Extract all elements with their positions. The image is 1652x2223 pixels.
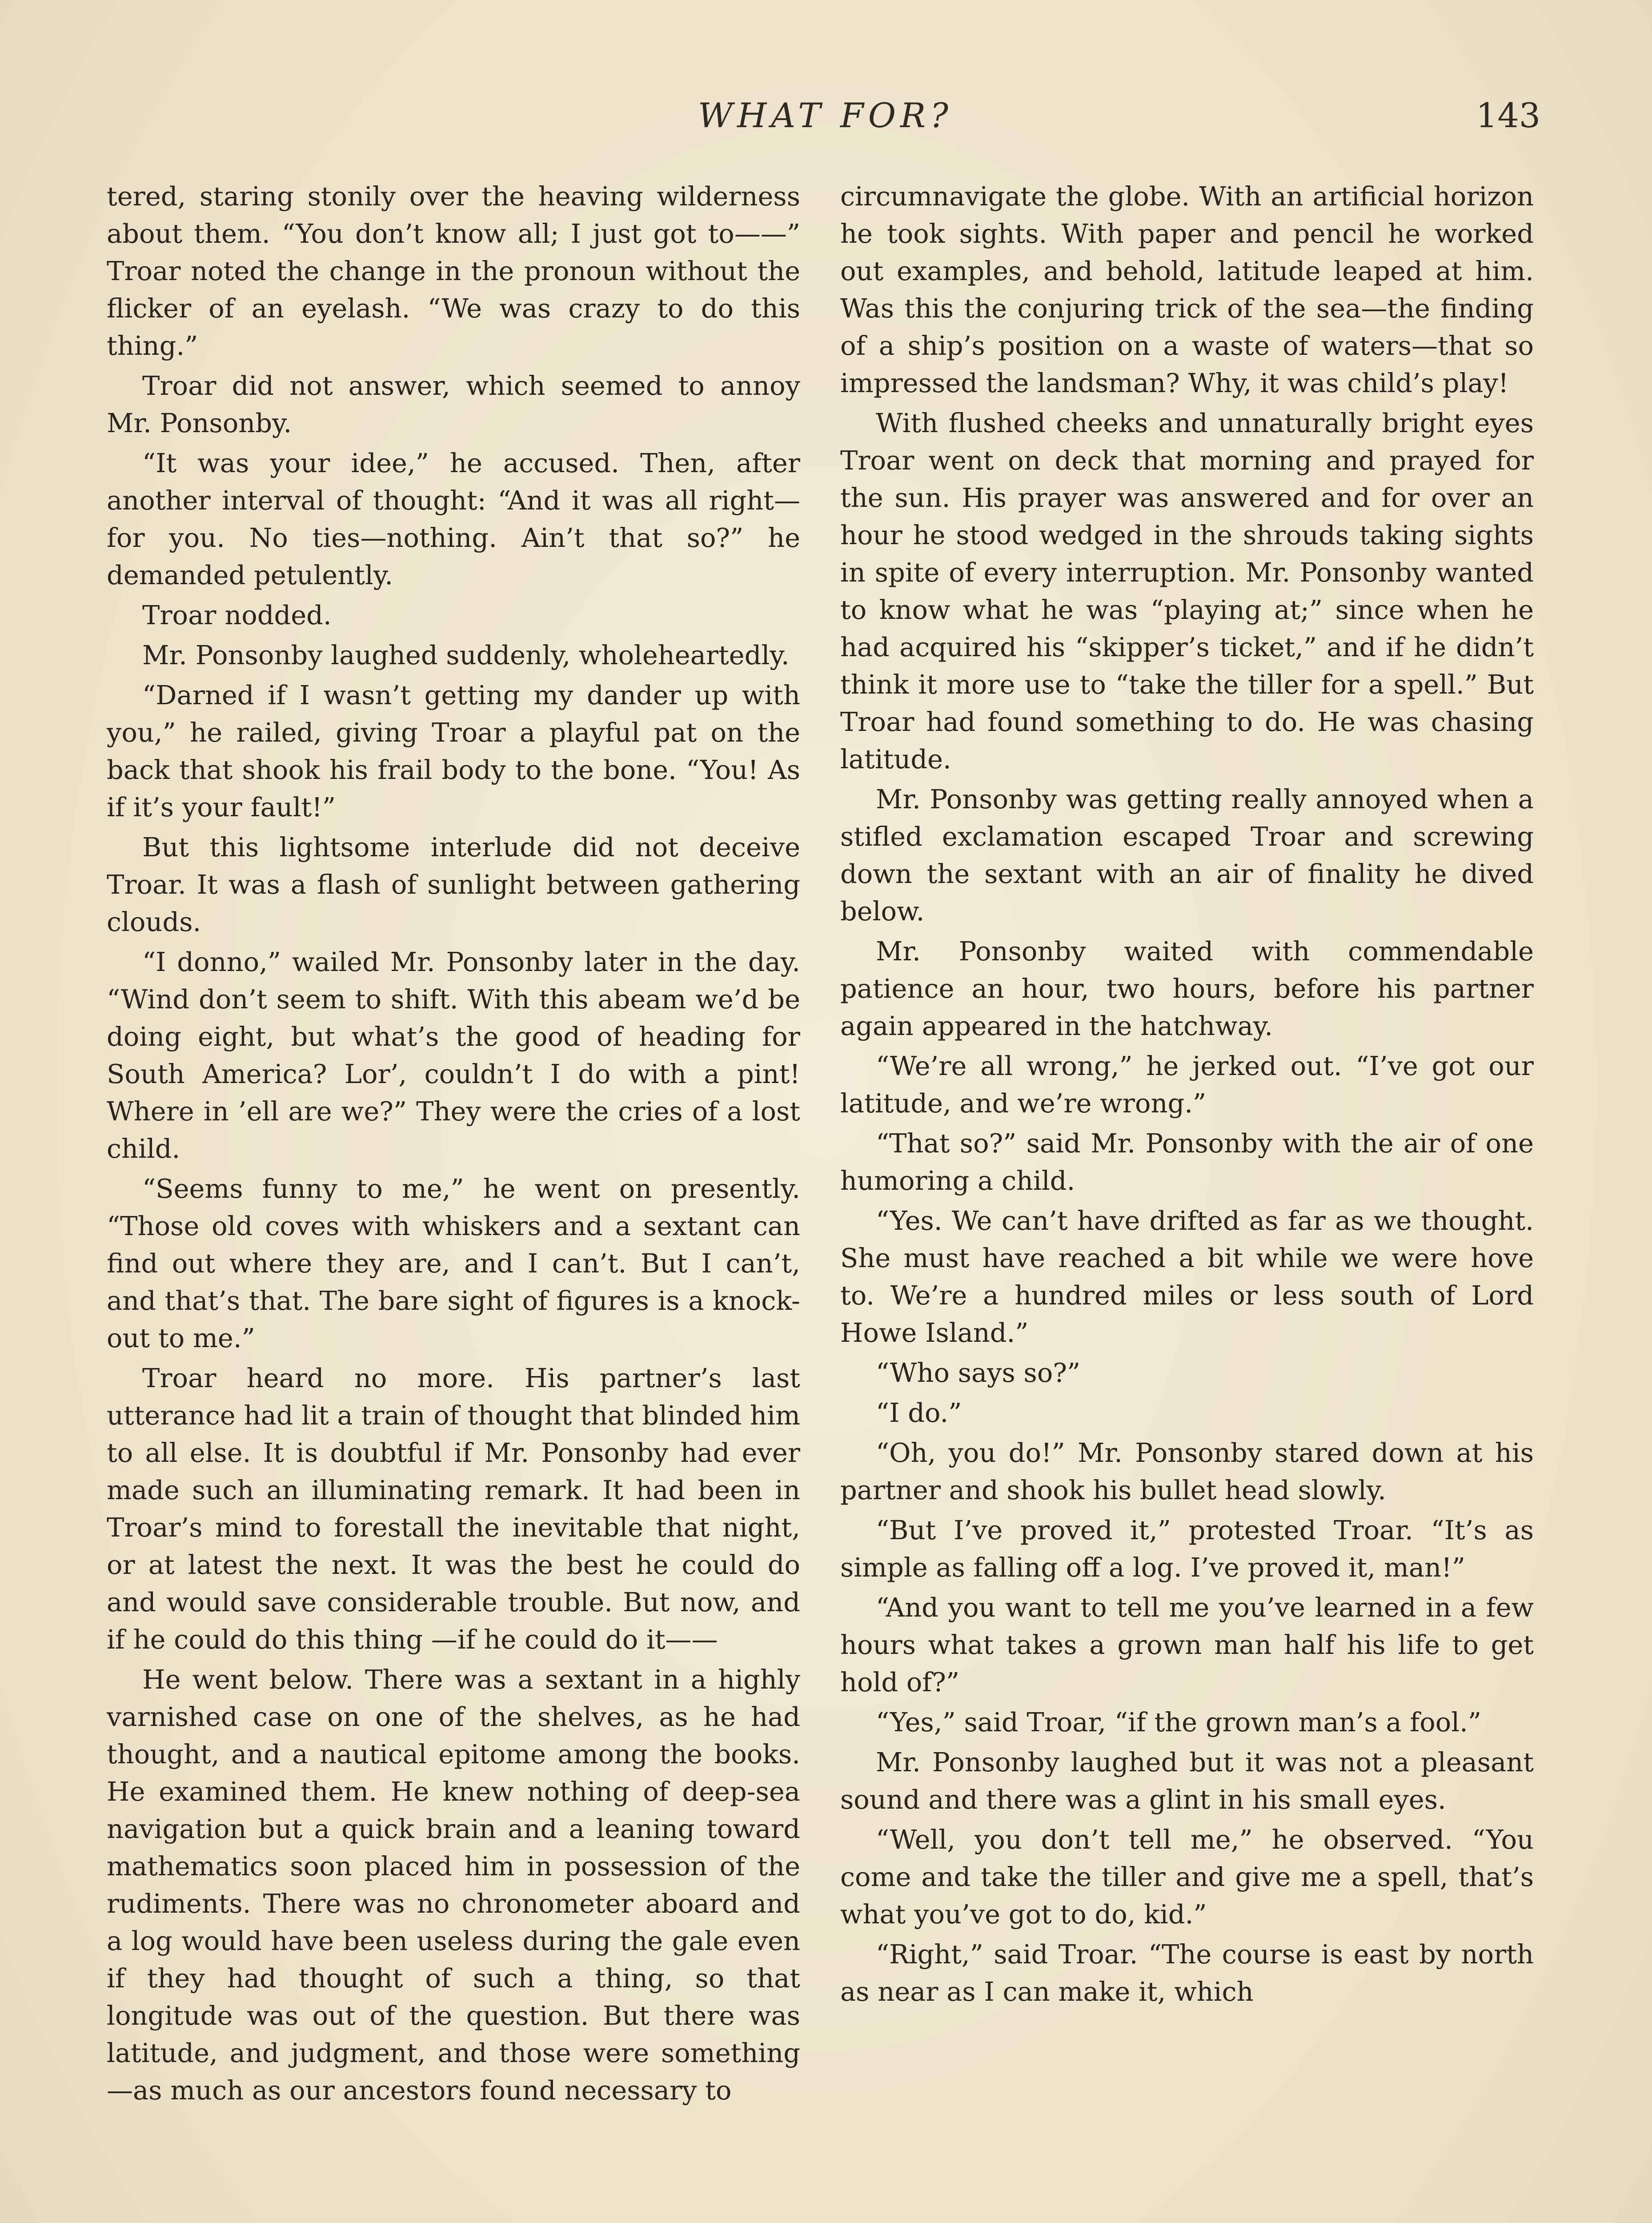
page-number: 143 — [1476, 96, 1541, 135]
paragraph: Mr. Ponsonby laughed but it was not a pleasant sound and there was a glint in his small eyes. — [840, 1747, 1534, 1815]
right-column — [840, 178, 1534, 2013]
page-header — [0, 96, 1652, 144]
paragraph: “It was your idee,” he accused. Then, after another interval of thought: “And it was all right—for you. No ties—nothing. Ain’t that so?” he demanded petulently. — [107, 448, 800, 590]
paragraph: “Darned if I wasn’t getting my dander up with you,” he railed, giving Troar a playful pat on the back that shook his frail body to the bone. “You! As if it’s your fault!” — [107, 680, 800, 823]
paragraph: Troar did not answer, which seemed to annoy Mr. Ponsonby. — [107, 370, 800, 438]
paragraph: Troar heard no more. His partner’s last utterance had lit a train of thought that blinded him to all else. It is doubtful if Mr. Ponsonby had ever made such an illuminating remark. It had been in Troar’s mind to forestall the inevitable that night, or at latest the next. It was the best he could do and would save considerable trouble. But now, and if he could do this thing —if he could do it—— — [107, 1363, 800, 1655]
paragraph: “I donno,” wailed Mr. Ponsonby later in the day. “Wind don’t seem to shift. With this abeam we’d be doing eight, but what’s the good of heading for South America? Lor’, couldn’t I do with a pint! Where in ’ell are we?” They were the cries of a lost child. — [107, 947, 800, 1164]
paragraph: But this lightsome interlude did not deceive Troar. It was a flash of sunlight between gathering clouds. — [107, 832, 800, 937]
paragraph: “Well, you don’t tell me,” he observed. “You come and take the tiller and give me a spell, that’s what you’ve got to do, kid.” — [840, 1824, 1534, 1930]
paragraph: “That so?” said Mr. Ponsonby with the air of one humoring a child. — [840, 1128, 1534, 1196]
paragraph: “We’re all wrong,” he jerked out. “I’ve got our latitude, and we’re wrong.” — [840, 1051, 1534, 1119]
paragraph: “Oh, you do!” Mr. Ponsonby stared down at his partner and shook his bullet head slowly. — [840, 1437, 1534, 1505]
paragraph: “Yes. We can’t have drifted as far as we thought. She must have reached a bit while we were hove to. We’re a hundred miles or less south of Lord Howe Island.” — [840, 1205, 1534, 1348]
paragraph: “Seems funny to me,” he went on presently. “Those old coves with whiskers and a sextant can find out where they are, and I can’t. But I can’t, and that’s that. The bare sight of figures is a knock-out to me.” — [107, 1173, 800, 1353]
left-column — [107, 178, 800, 2112]
paragraph: tered, staring stonily over the heaving wilderness about them. “You don’t know all; I just got to——” Troar noted the change in the pronoun without the flicker of an eyelash. “We was crazy to do this thing.” — [107, 181, 800, 361]
paragraph: With flushed cheeks and unnaturally bright eyes Troar went on deck that morning and prayed for the sun. His prayer was answered and for over an hour he stood wedged in the shrouds taking sights in spite of every interruption. Mr. Ponsonby wanted to know what he was “playing at;” since when he had acquired his “skipper’s ticket,” and if he didn’t think it more use to “take the tiller for a spell.” But Troar had found something to do. He was chasing latitude. — [840, 408, 1534, 774]
paragraph: “But I’ve proved it,” protested Troar. “It’s as simple as falling off a log. I’ve proved it, man!” — [840, 1515, 1534, 1583]
paragraph: Troar nodded. — [142, 600, 332, 630]
paragraph: “And you want to tell me you’ve learned in a few hours what takes a grown man half his life to get hold of?” — [840, 1592, 1534, 1697]
paragraph: He went below. There was a sextant in a highly varnished case on one of the shelves, as he had thought, and a nautical epitome among the books. He examined them. He knew nothing of deep-sea navigation but a quick brain and a leaning toward mathematics soon placed him in possession of the rudiments. There was no chronometer aboard and a log would have been useless during the gale even if they had thought of such a thing, so that longitude was out of the question. But there was latitude, and judgment, and those were something—as much as our ancestors found necessary to — [107, 1664, 800, 2106]
paragraph: circumnavigate the globe. With an artificial horizon he took sights. With paper and pencil he worked out examples, and behold, latitude leaped at him. Was this the conjuring trick of the sea—the finding of a ship’s position on a waste of waters—that so impressed the landsman? Why, it was child’s play! — [840, 181, 1534, 398]
paragraph: Mr. Ponsonby was getting really annoyed when a stifled exclamation escaped Troar and screwing down the sextant with an air of finality he dived below. — [840, 784, 1534, 927]
paragraph: Mr. Ponsonby laughed suddenly, wholeheartedly. — [142, 640, 790, 670]
paragraph: “Right,” said Troar. “The course is east by north as near as I can make it, which — [840, 1939, 1534, 2007]
running-title: WHAT FOR? — [698, 96, 953, 135]
paragraph: Mr. Ponsonby waited with commendable patience an hour, two hours, before his partner again appeared in the hatchway. — [840, 936, 1534, 1041]
paragraph: “Yes,” said Troar, “if the grown man’s a fool.” — [876, 1707, 1482, 1737]
paragraph: “I do.” — [876, 1397, 962, 1428]
paragraph: “Who says so?” — [876, 1357, 1081, 1388]
